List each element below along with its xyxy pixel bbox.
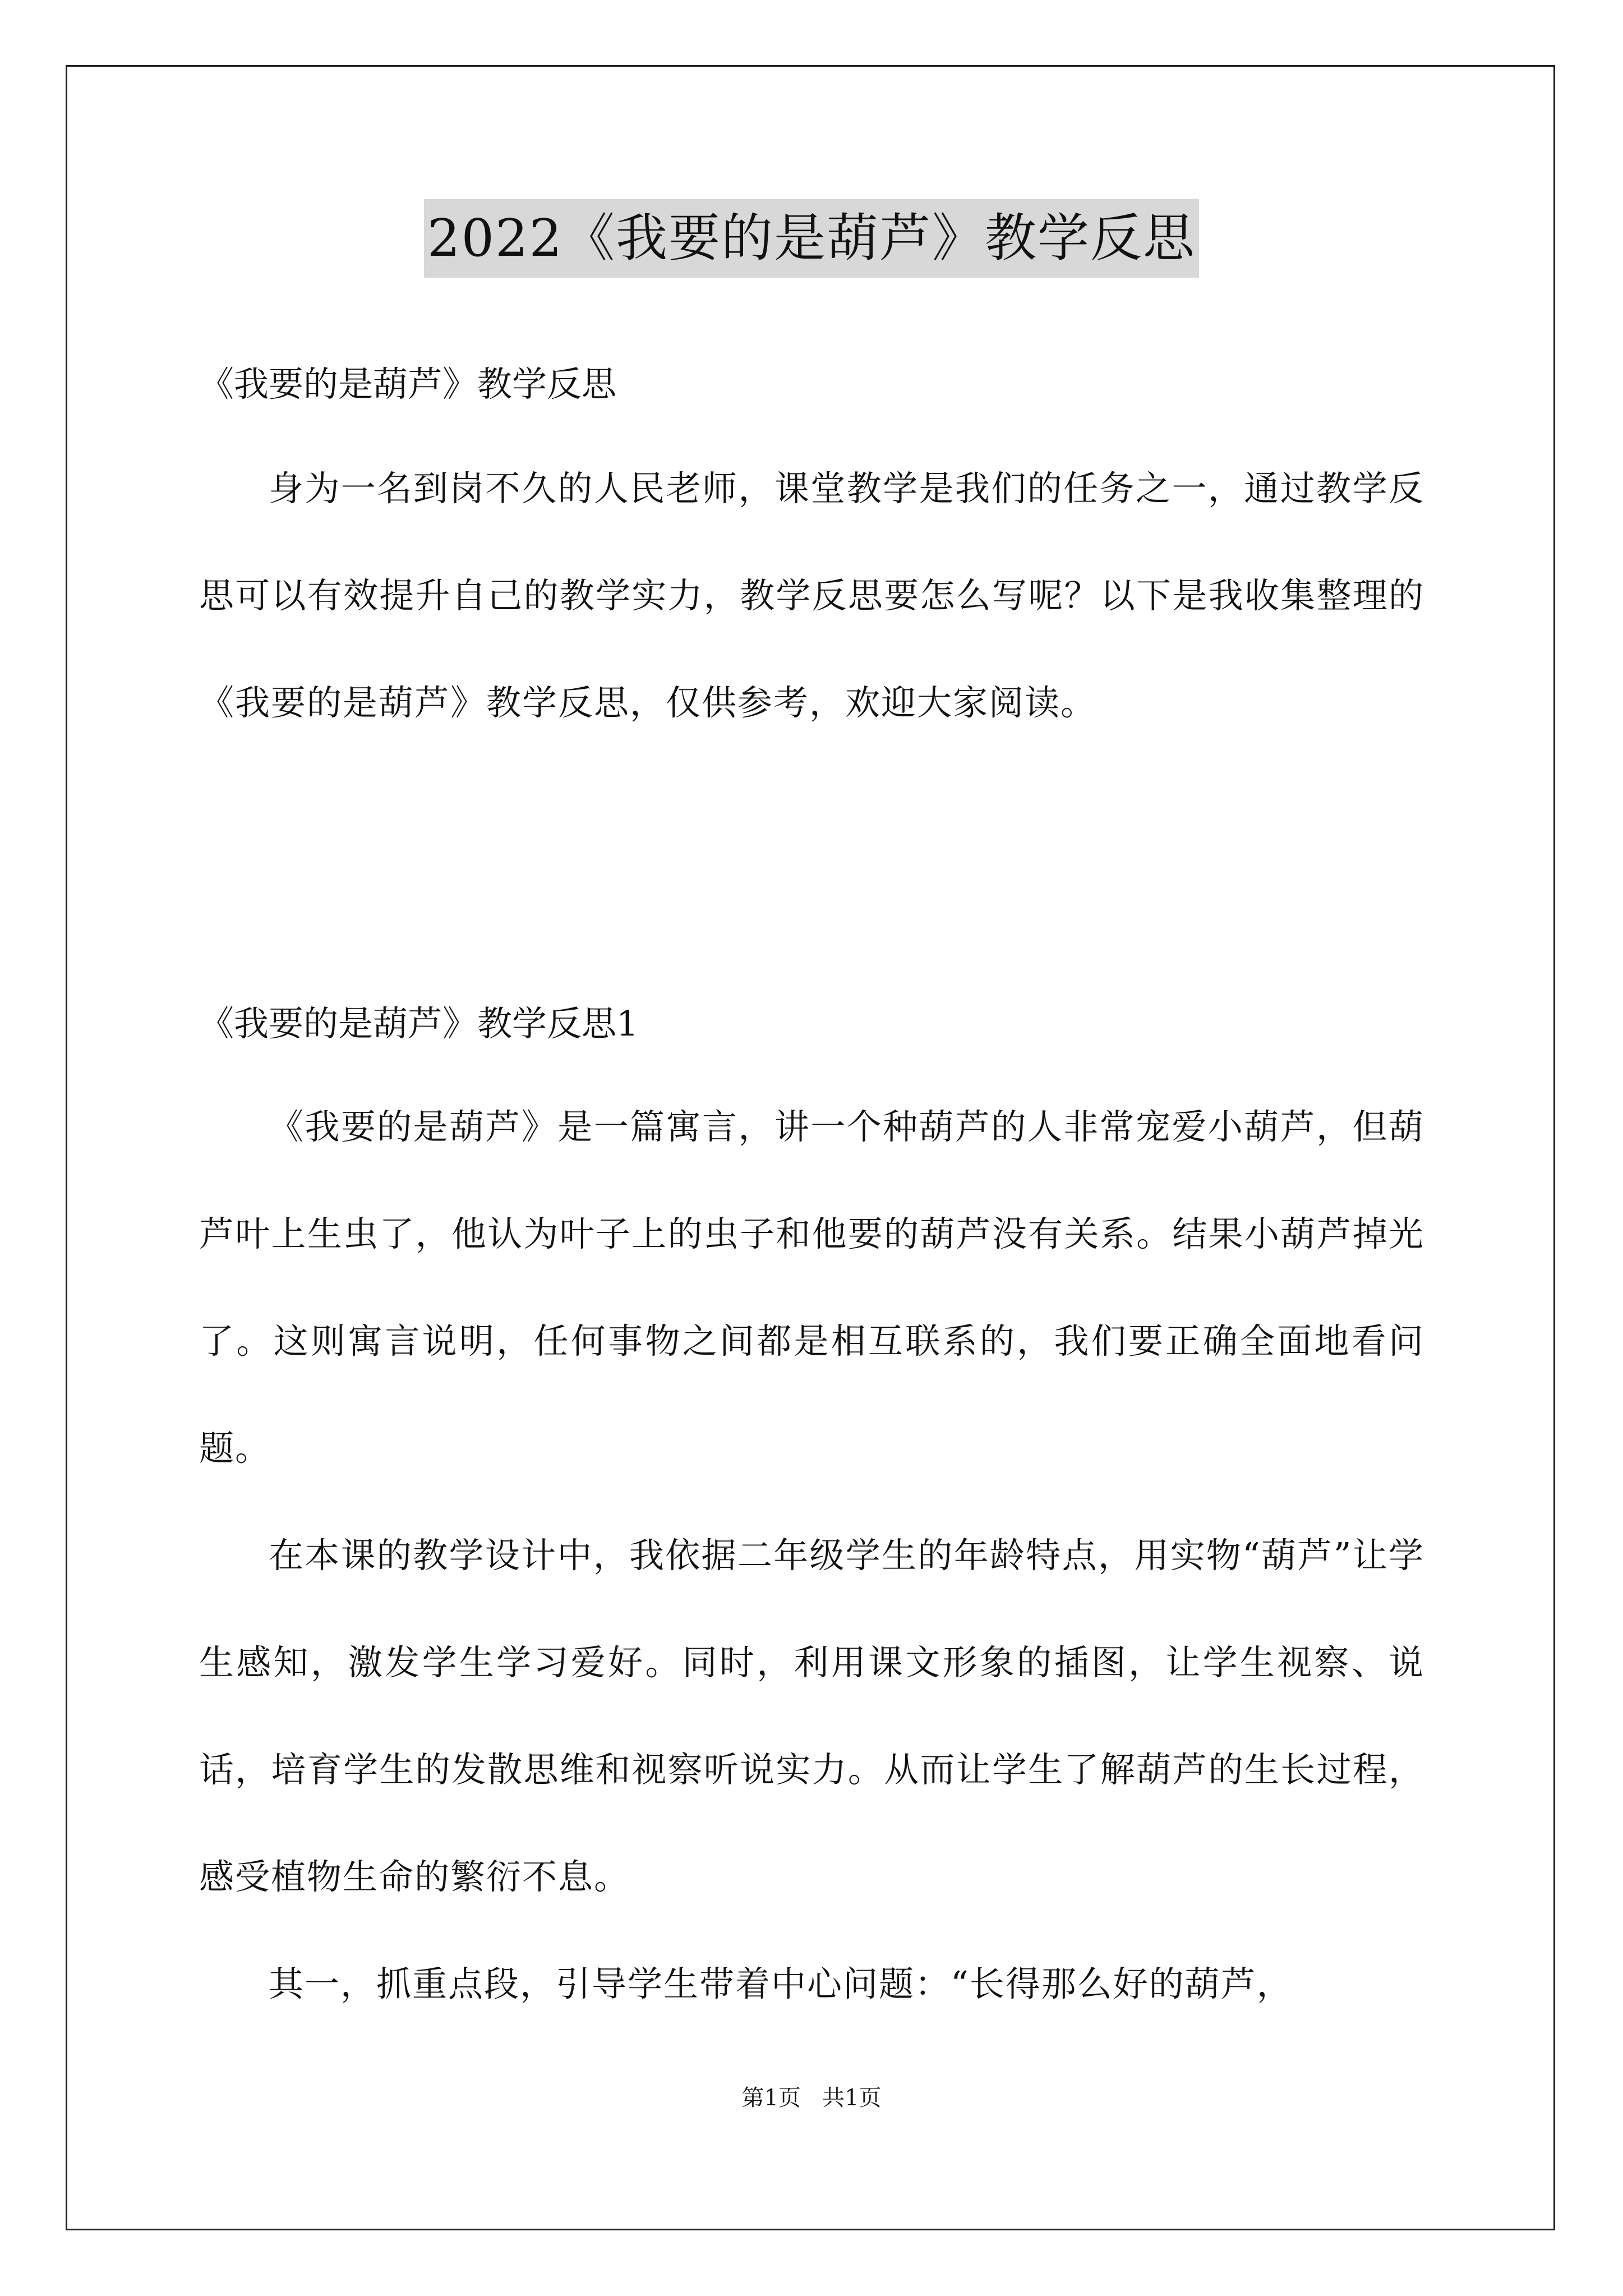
document-subtitle: 《我要的是葫芦》教学反思 — [199, 364, 617, 404]
body-paragraph-1: 《我要的是葫芦》是一篇寓言，讲一个种葫芦的人非常宠爱小葫芦，但葫芦叶上生虫了，他认为叶子上的虫子和他要的葫芦没有关系。结果小葫芦掉光了。这则寓言说明，任何事物之间都是相互联系的，我们要正确全面地看问题。 — [199, 1106, 1424, 1469]
section-heading: 《我要的是葫芦》教学反思1 — [199, 1003, 639, 1044]
document-title: 2022《我要的是葫芦》教学反思 — [424, 199, 1199, 278]
intro-block — [199, 435, 1424, 756]
subtitle-block — [199, 359, 1424, 409]
intro-paragraph: 身为一名到岗不久的人民老师，课堂教学是我们的任务之一，通过教学反思可以有效提升自己的教学实力，教学反思要怎么写呢？以下是我收集整理的《我要的是葫芦》教学反思，仅供参考，欢迎大家阅读。 — [199, 468, 1424, 723]
body-paragraph-3: 其一，抓重点段，引导学生带着中心问题：“长得那么好的葫芦， — [269, 1963, 1293, 2004]
page-footer: 第1页 共1页 — [741, 2085, 882, 2111]
section-heading-block — [199, 999, 1424, 1049]
title-container — [0, 199, 1623, 278]
body-paragraph-2: 在本课的教学设计中，我依据二年级学生的年龄特点，用实物“葫芦”让学生感知，激发学生学习爱好。同时，利用课文形象的插图，让学生视察、说话，培育学生的发散思维和视察听说实力。从而让学生了解葫芦的生长过程，感受植物生命的繁衍不息。 — [199, 1535, 1424, 1897]
body-block — [199, 1073, 1424, 2037]
